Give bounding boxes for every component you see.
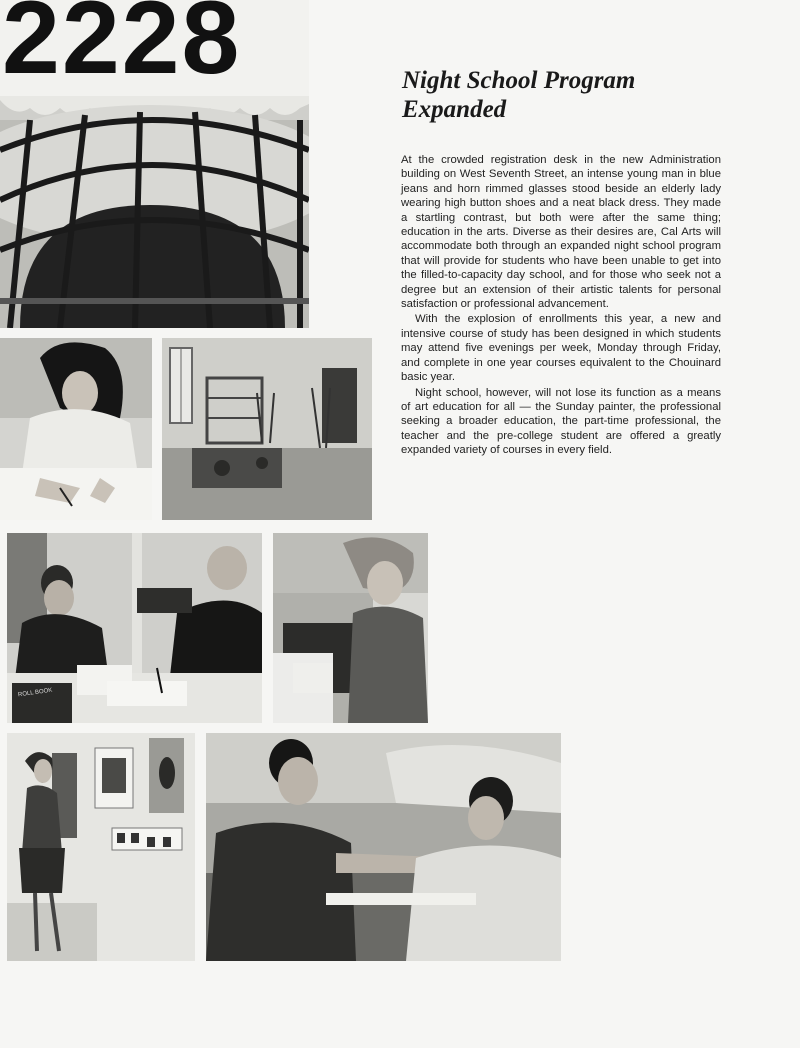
roll-book-label: ROLL BOOK [17,687,53,699]
article-title-line-2: Expanded [402,96,507,123]
article-title [402,66,762,124]
awning-street-number: 2228 [2,0,242,96]
article-paragraph: Night school, however, will not lose its function as a means of art education for all — the Sunday painter, the professional seeking a broader education, the part-time professional, the teacher and the pre-college student are offered a greatly expanded variety of courses in every field. [401,386,721,457]
article-paragraph: With the explosion of enrollments this year, a new and intensive course of study has been designed in which students may attend five evenings per week, Monday through Friday, and complete in one year courses equivalent to the Chouinard basic year. [401,313,721,384]
students-working-photo [206,733,561,961]
woman-writing-photo [0,338,152,520]
typist-photo [273,533,428,723]
article-title-line-1: Night School Program [402,67,636,94]
article-paragraph: At the crowded registration desk in the new Administration building on West Seventh Street, an intense young man in blue jeans and horn rimmed glasses stood beside an elderly lady wearing high button shoes and a neat black dress. They made a startling contrast, but both were after the same thing; education in the arts. Diverse as their desires are, Cal Arts will accommodate both through an expanded night school program that will provide for students who have been unable to get into the filled-to-capacity day school, and for those who seek not a degree but an extension of their artistic talents for personal satisfaction or professional advancement. [401,154,721,311]
gallery-visitor-photo [7,733,195,961]
awning-photo [0,0,309,328]
article-body [401,153,721,458]
room-construction-photo [162,338,372,520]
